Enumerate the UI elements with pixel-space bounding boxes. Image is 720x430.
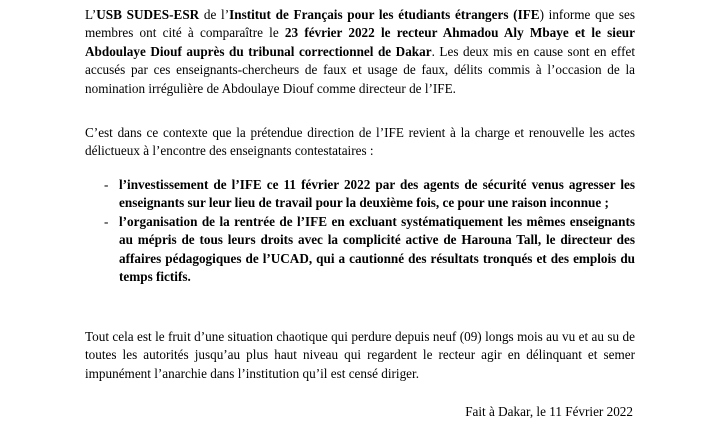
intro-text-3: ) informe que ses membres ont cité à comparaître le xyxy=(85,7,635,41)
list-bullet: - xyxy=(104,177,109,192)
intro-text-4: . Les deux mis en cause sont en effet accusés par ces enseignants-chercheurs de faux et usage de faux, délits commis à l’occasion de la nomination irrégulière de Abdoulaye Diouf comme directeur de l’IFE. xyxy=(85,43,635,96)
intro-text-2: de l’ xyxy=(199,7,230,22)
institute-name: Institut de Français pour les étudiants étrangers (IFE xyxy=(229,7,540,22)
list-item-text: l’investissement de l’IFE ce 11 février 2022 par des agents de sécurité venus agresser les enseignants sur leur lieu de travail pour la deuxième fois, ce pour une raison inconnue ; xyxy=(119,177,635,211)
org-name: USB SUDES-ESR xyxy=(96,7,200,22)
paragraph-context: C’est dans ce contexte que la prétendue direction de l’IFE revient à la charge et renouvelle les actes délictueux à l’encontre des enseignants contestataires : xyxy=(85,125,635,159)
paragraph-intro xyxy=(85,6,635,98)
intro-text-1: L’ xyxy=(85,7,97,22)
signoff-date-place: Fait à Dakar, le 11 Février 2022 xyxy=(465,404,633,419)
list-bullet: - xyxy=(104,213,109,229)
paragraph-conclusion: Tout cela est le fruit d’une situation chaotique qui perdure depuis neuf (09) longs mois au vu et au su de toutes les autorités jusqu’au plus haut niveau qui regardent le recteur agir en délinquant et semer impunément l’anarchie dans l’institution qu’il est censé diriger. xyxy=(85,329,635,381)
grievance-list xyxy=(85,176,635,286)
list-item xyxy=(85,213,635,287)
list-item xyxy=(85,176,635,213)
court-date-text: 23 février 2022 le recteur Ahmadou Aly Mbaye et le sieur Abdoulaye Diouf auprès du tribunal correctionnel de Dakar xyxy=(85,25,635,59)
list-item-text: l’organisation de la rentrée de l’IFE en excluant systématiquement les mêmes enseignants au mépris de tous leurs droits avec la complicité active de Harouna Tall, le directeur des affaires pédagogiques de l’UCAD, qui a cautionné des résultats tronqués et des emplois du temps fictifs. xyxy=(119,213,635,285)
